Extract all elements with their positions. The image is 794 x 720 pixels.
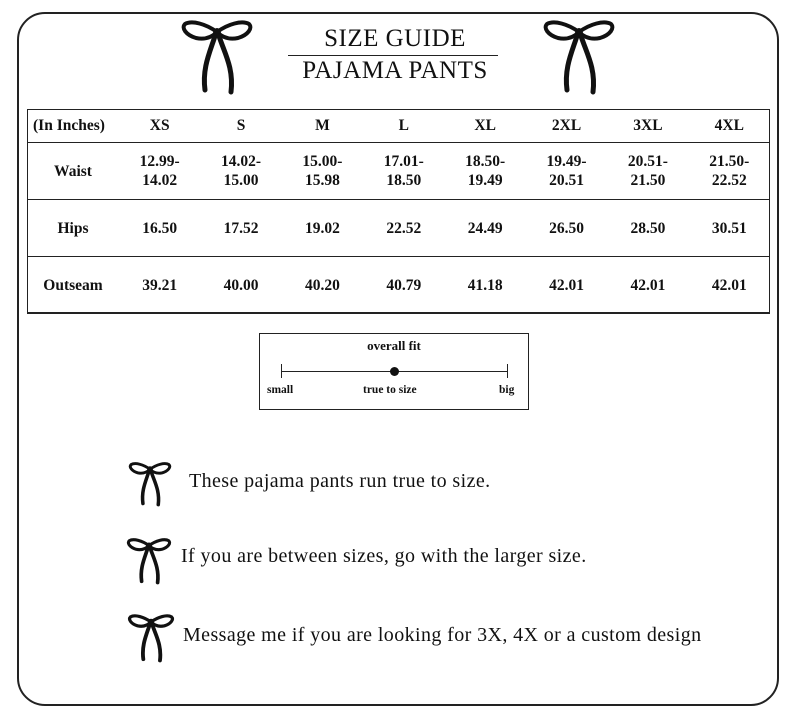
table-cell: 22.52 (363, 200, 444, 257)
cell-line: 19.49- (546, 153, 587, 170)
title-divider (288, 55, 498, 56)
table-cell (445, 143, 526, 200)
bow-icon (126, 461, 174, 507)
fit-title: overall fit (367, 338, 421, 353)
cell-line: 14.02 (142, 172, 178, 189)
table-cell: 42.01 (607, 257, 688, 314)
table-row-outseam (27, 257, 770, 314)
cell-line: 14.02- (221, 153, 262, 170)
table-cell: 26.50 (526, 200, 607, 257)
row-label: Hips (27, 200, 119, 257)
cell-line: 15.00- (302, 153, 343, 170)
table-cell (689, 143, 770, 200)
overall-fit-scale (259, 333, 529, 410)
table-header: 2XL (526, 110, 607, 143)
table-header: 4XL (689, 110, 770, 143)
title-line-1: SIZE GUIDE (324, 25, 466, 52)
table-cell: 16.50 (119, 200, 200, 257)
fit-marker (390, 367, 399, 376)
cell-line: 19.49 (467, 172, 503, 189)
table-cell: 30.51 (689, 200, 770, 257)
table-cell: 24.49 (445, 200, 526, 257)
table-header: S (200, 110, 281, 143)
cell-line: 15.00 (223, 172, 259, 189)
cell-line: 21.50 (630, 172, 666, 189)
table-cell: 41.18 (445, 257, 526, 314)
table-cell: 42.01 (689, 257, 770, 314)
table-cell (526, 143, 607, 200)
table-cell: 40.20 (282, 257, 363, 314)
cell-line: 20.51 (549, 172, 584, 189)
table-cell: 19.02 (282, 200, 363, 257)
title-line-2: PAJAMA PANTS (302, 57, 488, 84)
note-custom-design: Message me if you are looking for 3X, 4X or a custom design (183, 624, 702, 646)
cell-line: 21.50- (709, 153, 750, 170)
table-header: L (363, 110, 444, 143)
table-header: M (282, 110, 363, 143)
table-cell (607, 143, 688, 200)
fit-label-big: big (499, 384, 515, 396)
table-cell (200, 143, 281, 200)
table-cell: 39.21 (119, 257, 200, 314)
row-label: Waist (27, 143, 119, 200)
cell-line: 22.52 (711, 172, 747, 189)
table-header: XL (445, 110, 526, 143)
note-true-to-size: These pajama pants run true to size. (189, 470, 491, 492)
table-header-row (27, 110, 770, 143)
table-cell: 17.52 (200, 200, 281, 257)
bow-icon (124, 537, 174, 585)
table-header: 3XL (607, 110, 688, 143)
cell-line: 18.50- (465, 153, 506, 170)
fit-label-small: small (267, 384, 294, 396)
cell-line: 15.98 (305, 172, 340, 189)
cell-line: 17.01- (383, 153, 424, 170)
table-header: (In Inches) (27, 110, 119, 143)
fit-label-true-to-size: true to size (363, 384, 417, 396)
table-header: XS (119, 110, 200, 143)
cell-line: 20.51- (627, 153, 668, 170)
table-cell (119, 143, 200, 200)
table-row-waist (27, 143, 770, 200)
cell-line: 12.99- (139, 153, 180, 170)
table-cell (363, 143, 444, 200)
table-cell (282, 143, 363, 200)
table-cell: 28.50 (607, 200, 688, 257)
table-cell: 40.00 (200, 257, 281, 314)
bow-icon (126, 613, 176, 663)
fit-tick-start (281, 364, 282, 378)
table-cell: 40.79 (363, 257, 444, 314)
row-label: Outseam (27, 257, 119, 314)
note-between-sizes: If you are between sizes, go with the larger size. (181, 545, 587, 567)
table-row-hips (27, 200, 770, 257)
cell-line: 18.50 (386, 172, 422, 189)
table-cell: 42.01 (526, 257, 607, 314)
size-table (27, 109, 770, 314)
fit-tick-end (507, 364, 508, 378)
